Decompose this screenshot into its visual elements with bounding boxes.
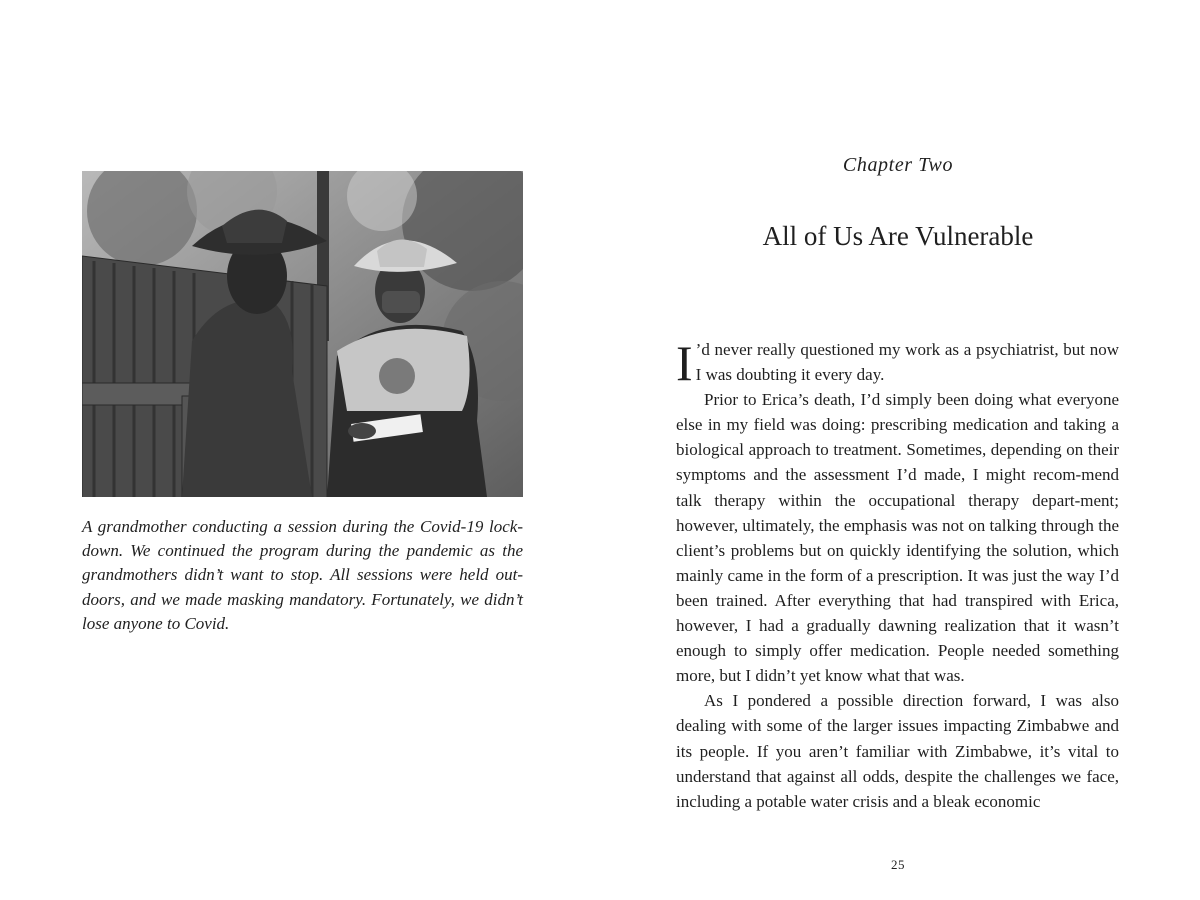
grandmother-session-photo (82, 171, 523, 497)
paragraph-3: As I pondered a possible direction forward, I was also dealing with some of the larger issues impacting Zimbabwe and its people. If you aren’t familiar with Zimbabwe, it’s vital to understand that against all odds, despite the challenges we face, including a potable water crisis and a bleak economic (676, 691, 1119, 811)
photo-caption: A grandmother conducting a session during the Covid-19 lock-down. We continued the program during the pandemic as the grandmothers didn’t want to stop. All sessions were held out-doors, and we made masking mandatory. Fortunately, we didn’t lose anyone to Covid. (82, 517, 523, 633)
paragraph-1 (676, 335, 1119, 391)
right-page (600, 0, 1200, 900)
chapter-label: Chapter Two (842, 154, 954, 176)
paragraph-2: Prior to Erica’s death, I’d simply been doing what everyone else in my field was doing: prescribing medication and taking a biological approach to treatment. Sometimes, depending on their symptoms and the assessment I’d made, I might recom-mend talk therapy within the occupational therapy depart-ment; however, ultimately, the emphasis was not on talking through the client’s problems but on quickly identifying the solution, which mainly came in the form of a prescription. It was just the way I’d been trained. After everything that had transpired with Erica, however, I had a gradually dawning realization that it wasn’t enough to simply offer medication. People needed something more, but I didn’t yet know what that was. (676, 390, 1119, 686)
drop-cap: I (676, 335, 693, 391)
chapter-body (676, 337, 1119, 814)
page-number: 25 (891, 857, 905, 872)
chapter-title: All of Us Are Vulnerable (762, 221, 1034, 251)
paragraph-1-text: ’d never really questioned my work as a psychiatrist, but now I was doubting it every day. (695, 340, 1119, 385)
